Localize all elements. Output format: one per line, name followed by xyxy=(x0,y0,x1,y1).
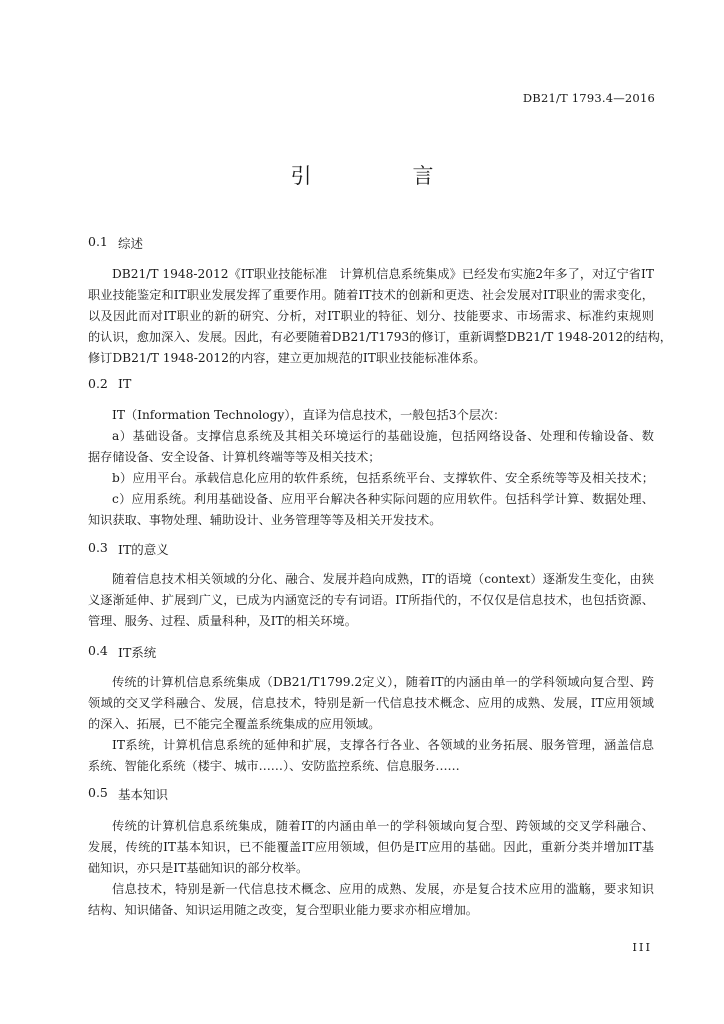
text-line: 知识获取、事物处理、辅助设计、业务管理等等及相关开发技术。 xyxy=(88,513,442,527)
text-line: c）应用系统。利用基础设备、应用平台解决各种实际问题的应用软件。包括科学计算、数据处理、 xyxy=(112,492,654,506)
section-heading-0-4 xyxy=(88,643,156,661)
section-title: 综述 xyxy=(118,236,144,251)
section-number: 0.2 xyxy=(88,376,108,391)
section-number: 0.4 xyxy=(88,643,108,658)
text-line: 信息技术，特别是新一代信息技术概念、应用的成熟、发展，亦是复合技术应用的滥觞，要求知识 xyxy=(112,882,654,896)
section-number: 0.1 xyxy=(88,234,108,249)
section-body-0-5 xyxy=(88,816,654,921)
text-line: DB21/T 1948-2012《IT职业技能标准 计算机信息系统集成》已经发布实施2年多了，对辽宁省IT xyxy=(112,267,654,281)
page-title: 引 言 xyxy=(290,164,474,188)
text-line: 结构、知识储备、知识运用随之改变，复合型职业能力要求亦相应增加。 xyxy=(88,903,478,917)
text-line: 职业技能鉴定和IT职业发展发挥了重要作用。随着IT技术的创新和更迭、社会发展对IT职业的需求变化， xyxy=(88,288,654,302)
text-line: 传统的计算机信息系统集成，随着IT的内涵由单一的学科领域向复合型、跨领域的交叉学科融合、 xyxy=(112,819,654,833)
text-line: 的认识，愈加深入、发展。因此，有必要随着DB21/T1793的修订，重新调整DB21/T 1948-2012的结构， xyxy=(88,330,672,344)
document-id: DB21/T 1793.4—2016 xyxy=(522,91,655,105)
section-number: 0.5 xyxy=(88,785,108,800)
text-line: 发展，传统的IT基本知识，已不能覆盖IT应用领域，但仍是IT应用的基础。因此，重新分类并增加IT基 xyxy=(88,840,654,854)
text-line: 传统的计算机信息系统集成（DB21/T1799.2定义），随着IT的内涵由单一的学科领域向复合型、跨 xyxy=(112,675,654,689)
text-line: IT系统，计算机信息系统的延伸和扩展，支撑各行各业、各领域的业务拓展、服务管理，涵盖信息 xyxy=(112,738,654,752)
section-body-0-4 xyxy=(88,672,654,777)
text-line: IT（Information Technology），直译为信息技术，一般包括3个层次： xyxy=(112,408,506,422)
section-title: IT的意义 xyxy=(118,542,169,557)
section-heading-0-1 xyxy=(88,234,143,252)
text-line: 础知识，亦只是IT基础知识的部分枚举。 xyxy=(88,861,309,875)
text-line: 修订DB21/T 1948-2012的内容，建立更加规范的IT职业技能标准体系。 xyxy=(88,351,486,365)
text-line: 以及因此而对IT职业的新的研究、分析，对IT职业的特征、划分、技能要求、市场需求、标准约束规则 xyxy=(88,309,654,323)
text-line: 管理、服务、过程、质量科种，及IT的相关环境。 xyxy=(88,614,357,628)
text-line: 的深入、拓展，已不能完全覆盖系统集成的应用领域。 xyxy=(88,717,381,731)
text-line: 随着信息技术相关领域的分化、融合、发展并趋向成熟，IT的语境（context）逐渐发生变化，由狭 xyxy=(112,572,654,586)
section-heading-0-2 xyxy=(88,376,131,391)
page-number: III xyxy=(632,940,652,954)
section-heading-0-5 xyxy=(88,785,168,803)
section-body-0-2 xyxy=(88,405,654,531)
text-line: b）应用平台。承载信息化应用的软件系统，包括系统平台、支撑软件、安全系统等等及相关技术； xyxy=(112,471,654,485)
section-body-0-3 xyxy=(88,569,654,632)
section-body-0-1 xyxy=(88,264,672,369)
text-line: a）基础设备。支撑信息系统及其相关环境运行的基础设施，包括网络设备、处理和传输设备、数 xyxy=(112,429,654,443)
section-title: 基本知识 xyxy=(118,787,169,802)
text-line: 系统、智能化系统（楼宇、城市……）、安防监控系统、信息服务…… xyxy=(88,759,460,773)
text-line: 据存储设备、安全设备、计算机终端等等及相关技术； xyxy=(88,450,381,464)
text-line: 义逐渐延伸、扩展到广义，已成为内涵宽泛的专有词语。IT所指代的，不仅仅是信息技术，也包括资源、 xyxy=(88,593,654,607)
section-heading-0-3 xyxy=(88,540,169,558)
section-title: IT xyxy=(118,376,132,391)
section-title: IT系统 xyxy=(118,645,157,660)
text-line: 领域的交叉学科融合、发展，信息技术，特别是新一代信息技术概念、应用的成熟、发展，IT应用领域 xyxy=(88,696,654,710)
section-number: 0.3 xyxy=(88,540,108,555)
